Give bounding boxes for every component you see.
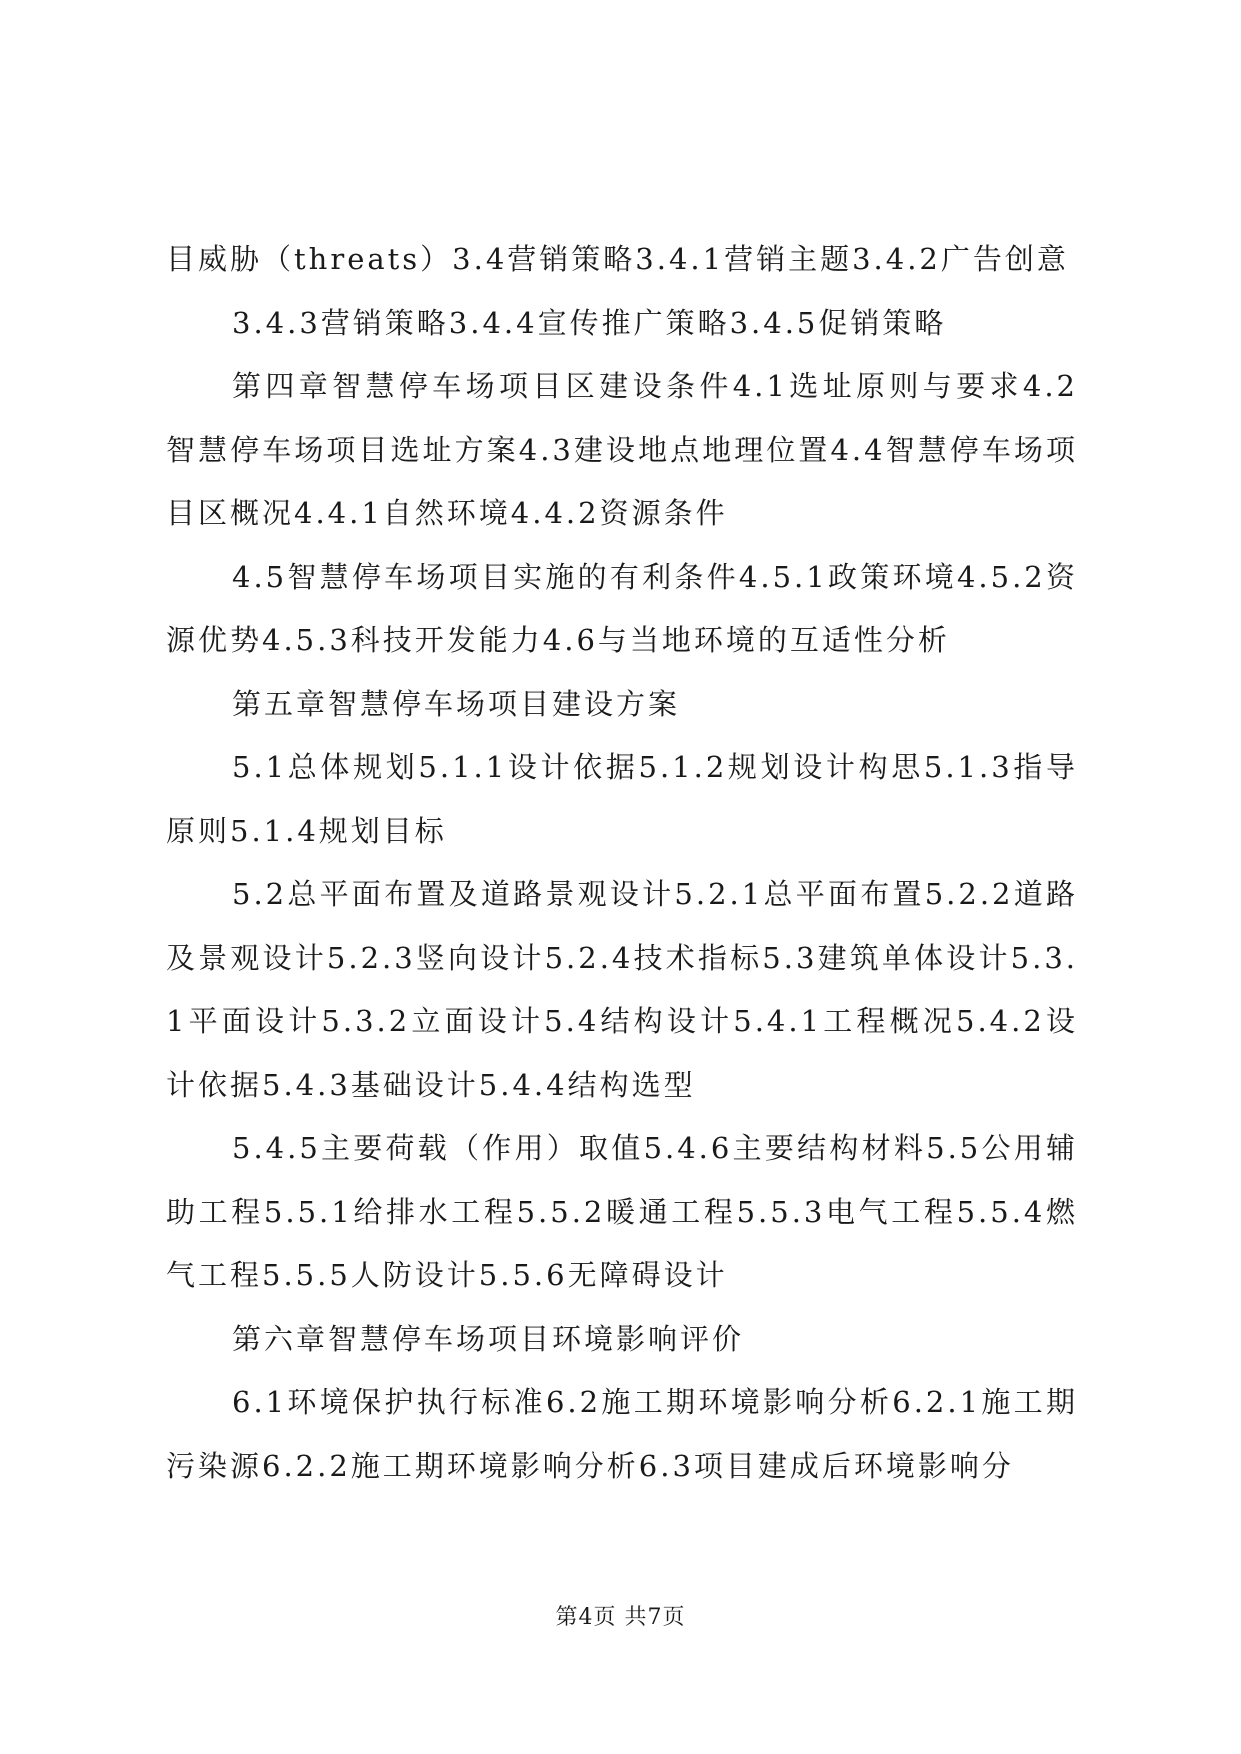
paragraph: 5.2总平面布置及道路景观设计5.2.1总平面布置5.2.2道路及景观设计5.2.3竖向设计5.2.4技术指标5.3建筑单体设计5.3.1平面设计5.3.2立面设计5.4结构设计5.4.1工程概况5.4.2设计依据5.4.3基础设计5.4.4结构选型: [166, 877, 1078, 1102]
paragraph: 5.1总体规划5.1.1设计依据5.1.2规划设计构思5.1.3指导原则5.1.4规划目标: [166, 750, 1078, 848]
document-body: [166, 228, 1078, 1498]
page-number-footer: 第4页 共7页: [555, 1605, 686, 1630]
paragraph: 4.5智慧停车场项目实施的有利条件4.5.1政策环境4.5.2资源优势4.5.3科技开发能力4.6与当地环境的互适性分析: [166, 559, 1078, 657]
paragraph: 5.4.5主要荷载（作用）取值5.4.6主要结构材料5.5公用辅助工程5.5.1给排水工程5.5.2暖通工程5.5.3电气工程5.5.4燃气工程5.5.5人防设计5.5.6无障碍设计: [166, 1131, 1078, 1292]
paragraph: 目威胁（threats）3.4营销策略3.4.1营销主题3.4.2广告创意: [166, 242, 1069, 276]
paragraph: 3.4.3营销策略3.4.4宣传推广策略3.4.5促销策略: [232, 305, 947, 340]
chapter-heading: 第五章智慧停车场项目建设方案: [232, 686, 681, 721]
paragraph: 6.1环境保护执行标准6.2施工期环境影响分析6.2.1施工期污染源6.2.2施工期环境影响分析6.3项目建成后环境影响分: [166, 1385, 1078, 1483]
chapter-heading: 第六章智慧停车场项目环境影响评价: [232, 1321, 745, 1356]
paragraph: 第四章智慧停车场项目区建设条件4.1选址原则与要求4.2智慧停车场项目选址方案4.3建设地点地理位置4.4智慧停车场项目区概况4.4.1自然环境4.4.2资源条件: [166, 369, 1078, 530]
